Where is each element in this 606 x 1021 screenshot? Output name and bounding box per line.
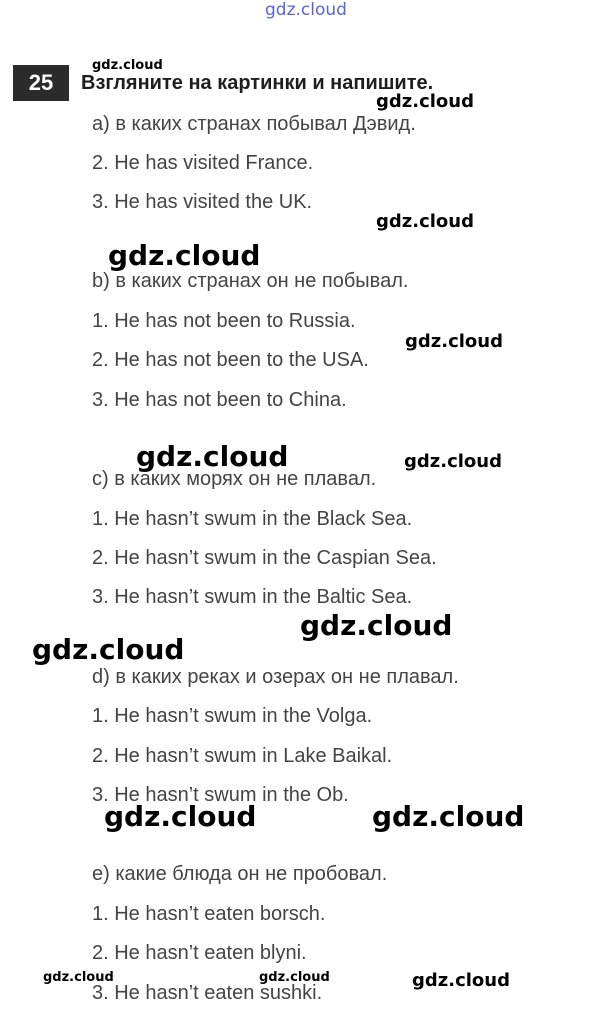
- watermark: gdz.cloud: [104, 800, 257, 833]
- section-d-item: 1. He hasn’t swum in the Volga.: [92, 705, 373, 727]
- section-b-item: 3. He has not been to China.: [92, 389, 347, 411]
- section-c-item: 2. He hasn’t swum in the Caspian Sea.: [92, 547, 437, 569]
- watermark-top: gdz.cloud: [265, 0, 347, 20]
- watermark: gdz.cloud: [259, 970, 330, 985]
- watermark: gdz.cloud: [405, 331, 503, 352]
- section-b-heading: b) в каких странах он не побывал.: [92, 270, 409, 292]
- section-e-item: 3. He hasn’t eaten sushki.: [92, 982, 323, 1004]
- watermark: gdz.cloud: [32, 633, 185, 666]
- section-b-item: 2. He has not been to the USA.: [92, 349, 369, 371]
- section-d-heading: d) в каких реках и озерах он не плавал.: [92, 666, 459, 688]
- section-a-heading: a) в каких странах побывал Дэвид.: [92, 113, 416, 135]
- watermark: gdz.cloud: [136, 440, 289, 473]
- task-number-badge: 25: [13, 65, 69, 101]
- section-e-item: 2. He hasn’t eaten blyni.: [92, 942, 307, 964]
- watermark: gdz.cloud: [404, 451, 502, 472]
- section-d-item: 2. He hasn’t swum in Lake Baikal.: [92, 745, 393, 767]
- section-b-item: 1. He has not been to Russia.: [92, 310, 356, 332]
- section-a-item: 3. He has visited the UK.: [92, 191, 313, 213]
- watermark: gdz.cloud: [108, 239, 261, 272]
- watermark: gdz.cloud: [412, 970, 510, 991]
- section-d-item: 3. He hasn’t swum in the Ob.: [92, 784, 349, 806]
- watermark: gdz.cloud: [376, 91, 474, 112]
- task-header: [13, 64, 433, 102]
- section-e-heading: e) какие блюда он не пробовал.: [92, 863, 388, 885]
- watermark: gdz.cloud: [92, 58, 163, 73]
- section-c-item: 1. He hasn’t swum in the Black Sea.: [92, 508, 413, 530]
- watermark: gdz.cloud: [376, 211, 474, 232]
- watermark: gdz.cloud: [300, 609, 453, 642]
- section-e-item: 1. He hasn’t eaten borsch.: [92, 903, 326, 925]
- section-a-item: 2. He has visited France.: [92, 152, 314, 174]
- section-c-heading: c) в каких морях он не плавал.: [92, 468, 377, 490]
- watermark: gdz.cloud: [372, 800, 525, 833]
- task-title: Взгляните на картинки и напишите.: [81, 71, 434, 94]
- watermark: gdz.cloud: [43, 970, 114, 985]
- section-c-item: 3. He hasn’t swum in the Baltic Sea.: [92, 586, 413, 608]
